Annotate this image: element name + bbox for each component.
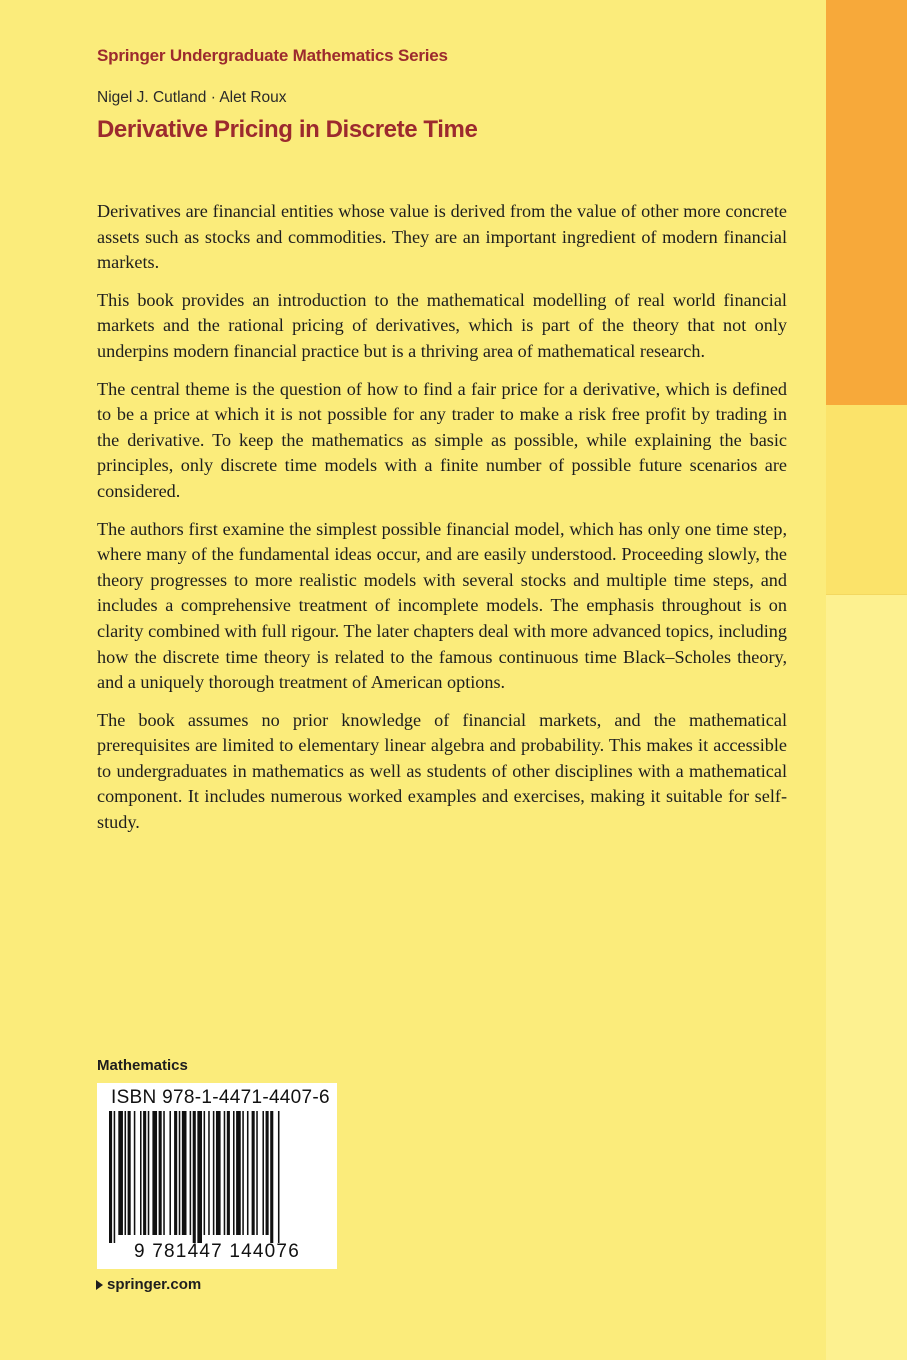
barcode-bar [193,1111,196,1243]
barcode-bar [270,1111,273,1243]
blurb-paragraph: The authors first examine the simplest possible financial model, which has only one time step, where many of the fundamental ideas occur, and are easily understood. Proceeding slowly, the theory progresses to more realistic models with several stocks and multiple time steps, and includes a comprehensive treatment of incomplete models. The emphasis throughout is on clarity combined with full rigour. The later chapters deal with more advanced topics, including how the discrete time theory is related to the famous continuous time Black–Scholes theory, and a uniquely thorough treatment of American options. [97,518,787,693]
barcode-bar [169,1111,171,1235]
isbn-label: ISBN 978-1-4471-4407-6 [111,1087,330,1108]
blurb [97,199,787,848]
barcode-bar [236,1111,241,1235]
barcode-bar [208,1111,210,1235]
book-title: Derivative Pricing in Discrete Time [97,116,478,143]
barcode-number: 9 781447 144076 [134,1241,300,1262]
barcode-bar [242,1111,244,1235]
barcode-bar [125,1111,127,1235]
barcode-bar [262,1111,264,1235]
barcode-bar [159,1111,162,1235]
barcode-bar [128,1111,131,1235]
barcode-bar [140,1111,142,1235]
barcode-bar [152,1111,157,1235]
barcode-bar [233,1111,235,1235]
barcode-bar [134,1111,136,1235]
barcode-bar [143,1111,146,1235]
barcode-bar [204,1111,206,1235]
authors: Nigel J. Cutland · Alet Roux [97,89,287,106]
barcode-bar [252,1111,255,1235]
barcode-bar [109,1111,112,1243]
publisher-link[interactable] [96,1276,201,1293]
light-stripe [826,595,907,1360]
series-name: Springer Undergraduate Mathematics Series [97,46,448,65]
yellow-stripe [826,405,907,595]
barcode-bar [174,1111,177,1235]
barcode-bar [148,1111,150,1235]
barcode-bar [278,1111,280,1243]
barcode-bar [182,1111,187,1235]
publisher-url: springer.com [107,1276,202,1293]
barcode-bar [216,1111,221,1235]
barcode-bar [266,1111,269,1235]
barcode-bar [213,1111,215,1235]
blurb-paragraph: Derivatives are financial entities whose value is derived from the value of other more concrete assets such as stocks and commodities. They are an important ingredient of modern financial markets. [97,201,787,273]
barcode-bar [190,1111,192,1235]
barcode-bar [118,1111,123,1235]
barcode-bar [256,1111,258,1235]
orange-stripe [826,0,907,405]
barcode-bar [227,1111,230,1235]
blurb-paragraph: The book assumes no prior knowledge of financial markets, and the mathematical prerequisites are limited to elementary linear algebra and probability. This makes it accessible to undergraduates in mathematics as well as students of other disciplines with a mathematical component. It includes numerous worked examples and exercises, making it suitable for self-study. [97,709,787,833]
barcode [97,1083,337,1269]
barcode-bars [107,1111,327,1243]
barcode-bar [179,1111,181,1235]
blurb-paragraph: This book provides an introduction to the mathematical modelling of real world financial markets and the rational pricing of derivatives, which is part of the theory that not only underpins modern financial practice but is a thriving area of mathematical research. [97,289,787,361]
arrow-right-icon [96,1280,103,1290]
barcode-bar [197,1111,202,1243]
blurb-paragraph: The central theme is the question of how to find a fair price for a derivative, which is defined to be a price at which it is not possible for any trader to make a risk free profit by trading in the derivative. To keep the mathematics as simple as possible, while explaining the basic principles, only discrete time models with a finite number of possible future scenarios are considered. [97,378,787,501]
subject-category: Mathematics [97,1057,188,1074]
barcode-bar [247,1111,249,1235]
barcode-bar [163,1111,165,1235]
barcode-bar [224,1111,226,1235]
barcode-bar [114,1111,116,1243]
